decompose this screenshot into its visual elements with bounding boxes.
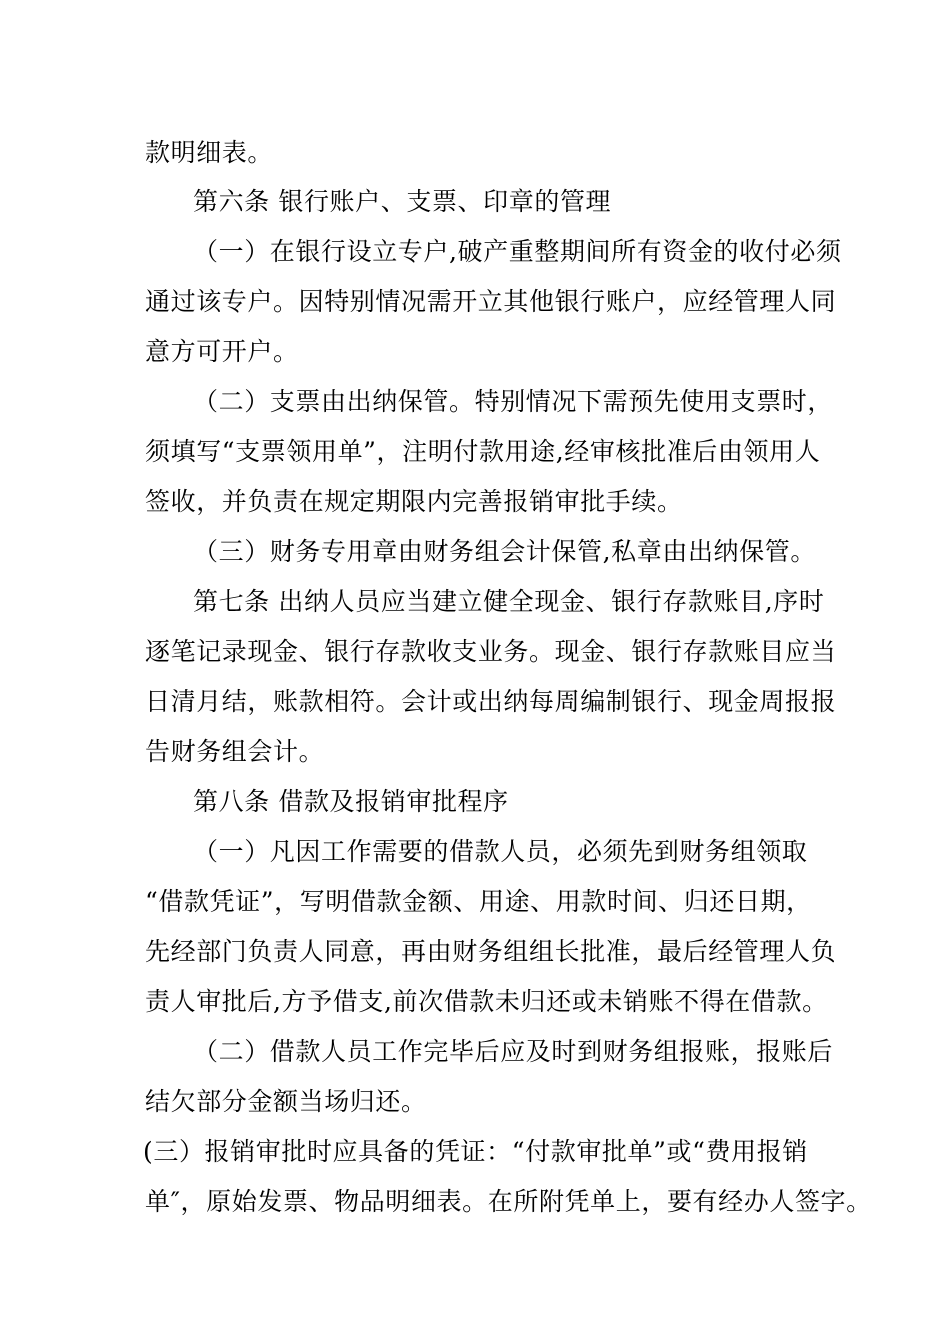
- text-line: （一）凡因工作需要的借款人员，必须先到财务组领取: [193, 837, 808, 866]
- article-heading-6: 第六条 银行账户、支票、印章的管理: [193, 187, 612, 216]
- text-line: (三）报销审批时应具备的凭证：“付款审批单”或“费用报销: [143, 1137, 808, 1166]
- text-line: 告财务组会计。: [145, 737, 325, 766]
- text-line: 责人审批后,方予借支,前次借款未归还或未销账不得在借款。: [145, 987, 828, 1016]
- text-line: 先经部门负责人同意，再由财务组组长批准，最后经管理人负: [145, 937, 837, 966]
- text-line: 结欠部分金额当场归还。: [145, 1087, 427, 1116]
- text-line: 通过该专户。因特别情况需开立其他银行账户，应经管理人同: [145, 287, 837, 316]
- text-line: 逐笔记录现金、银行存款收支业务。现金、银行存款账目应当: [145, 637, 837, 666]
- article-heading-7: 第七条 出纳人员应当建立健全现金、银行存款账目,序时: [193, 587, 825, 616]
- text-line: 签收，并负责在规定期限内完善报销审批手续。: [145, 487, 683, 516]
- text-line: 日清月结，账款相符。会计或出纳每周编制银行、现金周报报: [145, 687, 837, 716]
- text-line: “借款凭证”，写明借款金额、用途、用款时间、归还日期，: [145, 887, 812, 916]
- text-line: 款明细表。: [145, 138, 274, 167]
- text-line: （一）在银行设立专户,破产重整期间所有资金的收付必须: [193, 237, 842, 266]
- text-line: 须填写“支票领用单”，注明付款用途,经审核批准后由领用人: [145, 437, 821, 466]
- text-line: 意方可开户。: [145, 337, 299, 366]
- text-line: （三）财务专用章由财务组会计保管,私章由出纳保管。: [193, 537, 816, 566]
- article-heading-8: 第八条 借款及报销审批程序: [193, 787, 509, 816]
- text-line: 单″，原始发票、物品明细表。在所附凭单上，要有经办人签字。: [145, 1187, 872, 1216]
- text-line: （二）借款人员工作完毕后应及时到财务组报账，报账后: [193, 1037, 834, 1066]
- text-line: （二）支票由出纳保管。特别情况下需预先使用支票时，: [193, 387, 834, 416]
